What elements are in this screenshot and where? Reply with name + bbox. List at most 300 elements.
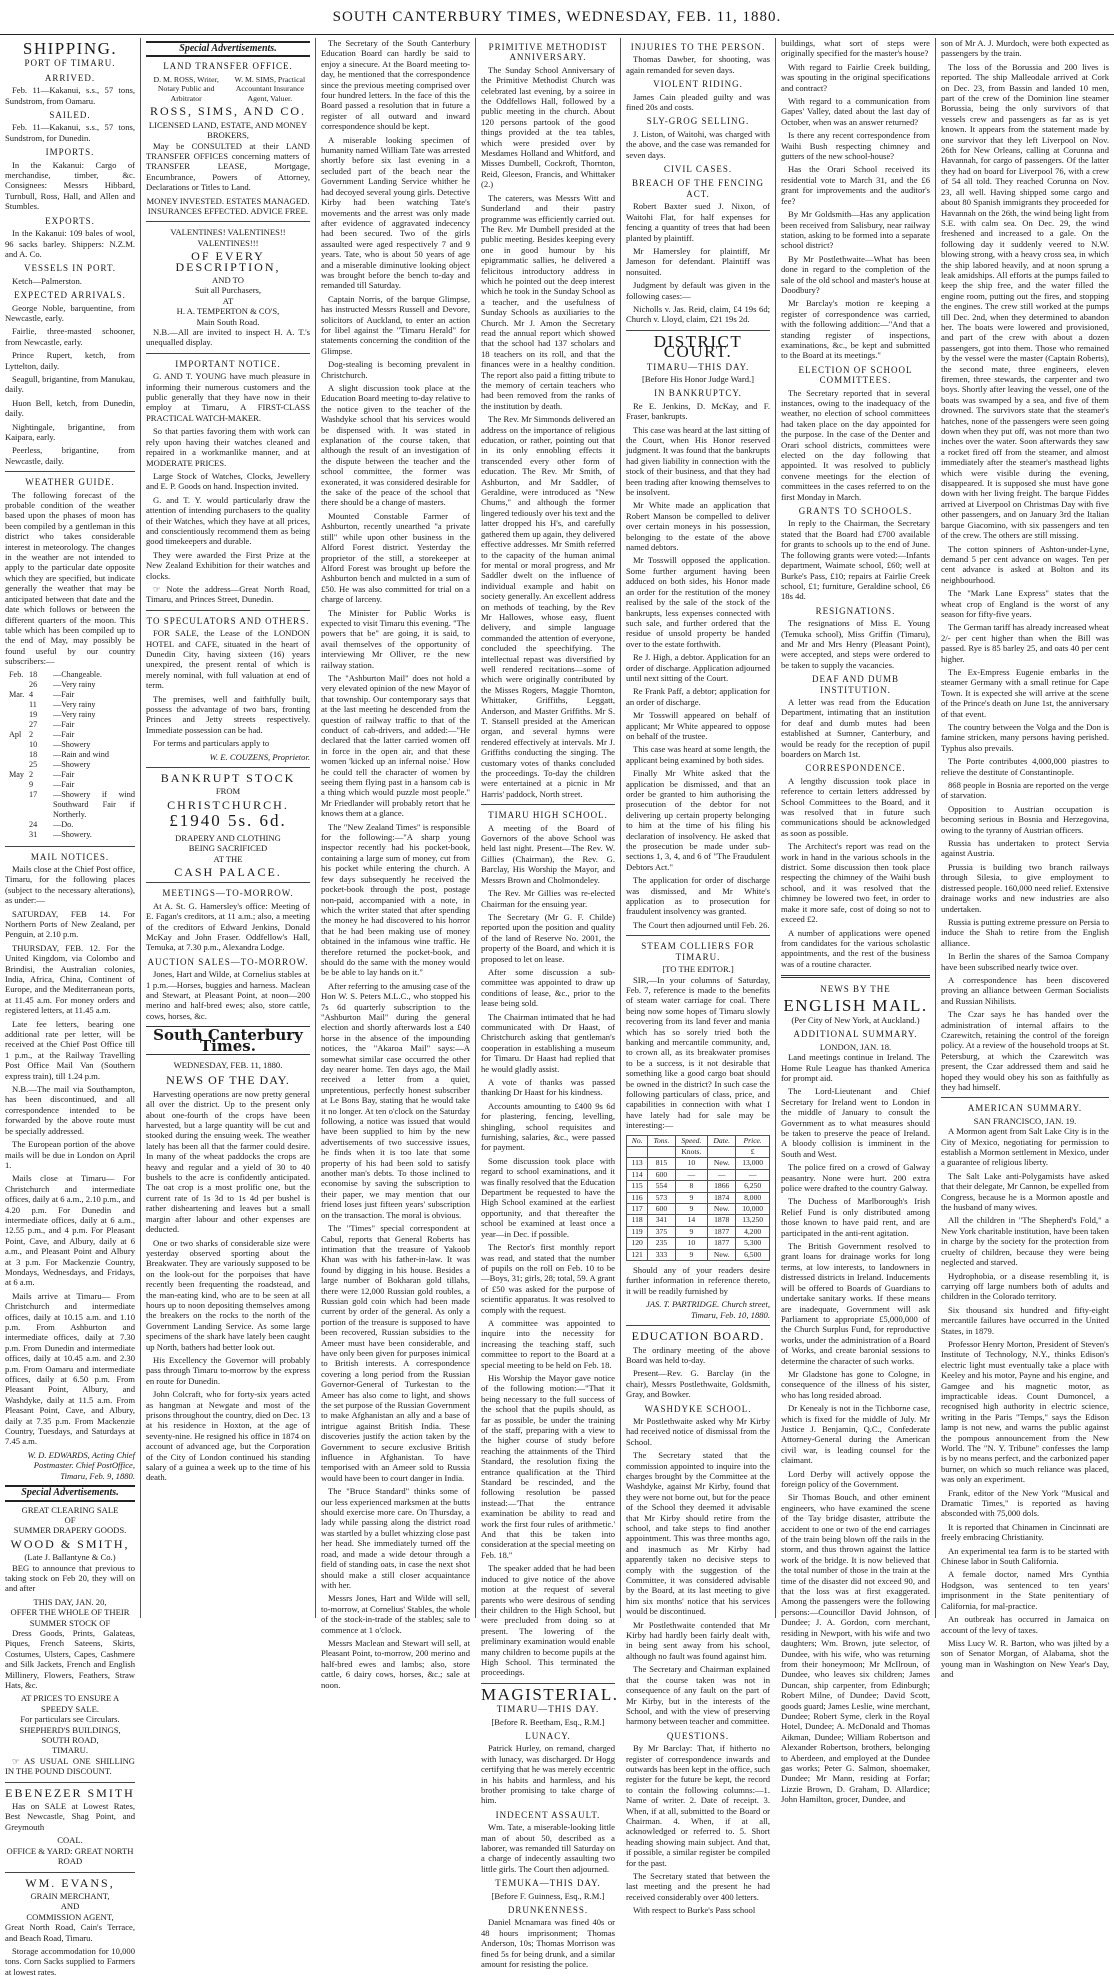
- district-court-heading: DISTRICT COURT.: [653, 331, 743, 362]
- article-text: Nicholls v. Jas. Reid, claim, £4 19s 6d; Church v. Lloyd, claim, £21 19s 2d.: [626, 303, 770, 325]
- column-6: [775, 38, 935, 1805]
- article-text: Mr White made an application that Robert Manson be compelled to deliver over certain moneys in his possession, belonging to the estate of the above named debtors.: [626, 500, 770, 553]
- table-cell: New.: [708, 1158, 736, 1169]
- bankrupt-line: BEING SACRIFICED: [188, 843, 268, 854]
- sailed-text: Feb. 11—Kakanui, s.s., 57 tons, Sundstrom, for Dunedin.: [5, 122, 135, 143]
- article-text: A number of applications were opened from candidates for the various scholastic appointments, and the rest of the business was of a routine character.: [781, 927, 930, 969]
- mail-text: Late fee letters, bearing one additional rate per letter, will be received at the Chief Post Office till 1 p.m., at the Railway Travelling Post Office Mail Van (Southern express train), till 1.24 p.m.: [5, 1018, 135, 1081]
- article-text: With respect to Burke's Pass school: [633, 1905, 756, 1916]
- table-row: [627, 1238, 770, 1249]
- evans-line: COMMISSION AGENT,: [26, 1911, 114, 1922]
- ross-sims-name: ROSS, SIMS, AND CO.: [149, 104, 307, 119]
- article-text: The "Mark Lane Express" states that the wheat crop of England is the worst of any season for fifty-five years.: [941, 588, 1109, 619]
- table-cell: 333: [648, 1249, 675, 1260]
- sly-grog-label: SLY-GROG SELLING.: [646, 116, 750, 127]
- weather-w: —Fair: [53, 779, 75, 789]
- shipping-heading: SHIPPING.: [22, 39, 118, 58]
- table-cell: 6,500: [736, 1249, 770, 1260]
- exports-label: EXPORTS.: [45, 215, 95, 226]
- column-1: [0, 38, 140, 1977]
- article-text: The Czar says he has handed over the administration of internal affairs to the Czarewitch, retaining the control of the foreign policy. At a review of the household troops at St. Petersburg, at which the Czarewitch was present, the Czar addressed them and said he hoped they would obey his son as faithfully as they had himself.: [941, 1009, 1109, 1092]
- table-cell: 10: [675, 1238, 708, 1249]
- weather-d: 11: [29, 699, 37, 709]
- south-road: SOUTH ROAD,: [41, 1735, 99, 1746]
- sale-line: SUMMER DRAPERY GOODS.: [13, 1525, 127, 1536]
- table-cell: 8: [675, 1181, 708, 1192]
- article-text: This case was heard at the last sitting of the Court, when His Honor reserved judgment. It was found that the bankrupts had given liability in connection with the stock of their business, and that they had been trading after knowing themselves to be insolvent.: [626, 424, 770, 498]
- exports-text: In the Kakanui: 109 bales of wool, 96 sacks barley. Shippers: N.Z.M. and A. Co.: [5, 228, 135, 259]
- article-text: Mr Postlethwaite contended that Mr Kirby had hardly been fairly dealt with, in being sent away from his school, although no fault was found against him.: [626, 1619, 770, 1661]
- notice-text: G. AND T. YOUNG have much pleasure in informing their numerous customers and the public generally that they have now in their employ at Timaru, A FIRST-CLASS PRACTICAL WATCH-MAKER.: [146, 371, 310, 423]
- article-text: Mr Barclay's motion re keeping a register of correspondence was carried, with the following addition:—"And that a standing register of inspections, examinations, &c., be kept and submitted to the Board at its meetings.": [781, 298, 930, 361]
- article-text: Re J. High, a debtor. Application for an order of discharge. Application adjourned until next sitting of the Court.: [626, 652, 770, 683]
- weather-d: 19: [29, 709, 38, 719]
- table-cell: 114: [627, 1169, 648, 1180]
- article-text: Re Frank Paff, a debtor; application for an order of discharge.: [626, 686, 770, 707]
- article-text: The Chairman intimated that he had communicated with Dr Haast, of Christchurch asking that gentleman's cooperation in establishing a museum for Timaru. Dr Haast had replied that he would gladly assist.: [481, 1011, 615, 1074]
- article-text: A letter was read from the Education Department, intimating that an institution for deaf and dumb mutes had been established at Sumner, Canterbury, and would be ready for the reception of pupil boarders on March 1st.: [781, 696, 930, 759]
- article-text: Six thousand six hundred and fifty-eight mercantile failures have occurred in the United States, in 1879.: [941, 1304, 1109, 1336]
- table-cell: 113: [627, 1158, 648, 1169]
- weather-w: —Fair: [53, 729, 75, 739]
- wood-smith-name: WOOD & SMITH,: [10, 1536, 130, 1551]
- divider: [781, 975, 930, 978]
- firm-left: D. M. ROSS, Writer, Notary Public and Arbitrator: [153, 74, 219, 103]
- notice-text: They were awarded the First Prize at the New Zealand Exhibition for their watches and clocks.: [146, 549, 310, 581]
- speculators-text: The premises, well and faithfully built, possess the advantage of two bars, fronting Princes and Jetty streets respectively. Immediate possession can be had.: [146, 693, 310, 735]
- imports-label: IMPORTS.: [45, 147, 95, 158]
- divider: [5, 846, 135, 847]
- american-summary-heading: AMERICAN SUMMARY.: [967, 1103, 1083, 1114]
- evans-line: Great North Road, Cain's Terrace, and Beach Road, Timaru.: [5, 1922, 135, 1943]
- news-text: The "New Zealand Times" is responsible for the following:—"A sharp young inspector recently had his pocket-book, containing a large sum of money, cut from his pocket while entering the church. A few days subsequently he received the pocket-book through the post, postage non-paid, accompanied with a note, in which the writer stated that after spending the money he had discovered to his horror that he had been making use of money obtained in the infamous wine traffic. He therefore returned the pocket-book, and should do the same with the money would be be able to lay hands on it.": [321, 821, 470, 978]
- col-header: Date.: [708, 1135, 736, 1146]
- news-text: Dog-stealing is becoming prevalent in Christchurch.: [321, 359, 470, 380]
- article-text: The resignations of Miss E. Young (Temuka school), Miss Griffin (Timaru), and Mr and Mrs Henry (Pleasant Point), were accepted, and steps were ordered to be taken to supply the vacancies.: [781, 618, 930, 670]
- wood-smith-date: THIS DAY, JAN. 20,: [33, 1596, 107, 1607]
- weather-m: [9, 720, 29, 730]
- article-text: Miss Lucy W. R. Barton, who was jilted by a son of Senator Morgan, of Alabama, shot the young man in Washington on New Year's Day, and: [941, 1637, 1109, 1680]
- magisterial-before: [Before R. Beetham, Esq., R.M.]: [491, 1716, 605, 1727]
- bankrupt-line: CASH PALACE.: [174, 864, 282, 879]
- mail-text: Mails arrive at Timaru— From Christchurch and intermediate offices, daily at 10.15 a.m. and 1.10 p.m. From Ashburton and intermediate offices, daily at 7.30 p.m. From Dunedin and intermediate offices, daily at 10.45 a.m. and 2.30 p.m. From Oamaru and intermediate offices, daily at 6.50 p.m. From Pleasant Point, Albury, and Washdyke, daily at 11.5 a.m. From Pleasant Point, Cave, and Albury, daily at 7.35 p.m. From Mackenzie Country, Tuesdays, and Saturdays at 7.45 a.m.: [5, 1290, 135, 1447]
- article-text: The Sunday School Anniversary of the Primitive Methodist Church was celebrated last evening, by a soiree in the Oddfellows Hall, followed by a public meeting in the church. About 120 persons partook of the good things provided at the tea tables, which were presided over by Mesdames Holland and Whitford, and Misses Dumbell, Cockroft, Thornton, Reid, Gleeson, Francis, and Whittaker (2.): [481, 64, 615, 190]
- news-text: One or two sharks of considerable size were yesterday observed sporting about the Breakwater. They are variously supposed to be on the look-out for the porpoises that have recently been frequenting the roadstead, and the man-eating kind, who are to be seen at all hours up to noon depositing themselves among the breakers on the rocks to the north of the Government Landing Service. As some large specimens of the shark have lately been caught up North, bathers had better look out.: [146, 1237, 310, 1352]
- wood-smith-goods: Dress Goods, Prints, Galateas, Piques, French Sateens, Skirts, Costumes, Ulsters, Capes, Cashmere and Silk Jackets, French and English Millinery, Flowers, Feathers, Straw Hats, &c.: [5, 1627, 135, 1690]
- bankrupt-line: CHRISTCHURCH.: [167, 797, 289, 812]
- weather-d: 4: [29, 689, 34, 699]
- article-text: The Secretary stated that between the last meeting and the present he had received considerably over 400 letters.: [626, 1871, 770, 1902]
- weather-d: 9: [29, 779, 34, 789]
- wood-smith-prices: AT PRICES TO ENSURE A SPEEDY SALE.: [20, 1693, 120, 1714]
- evans-line: Storage accommodation for 10,000 tons. Corn Sacks supplied to Farmers at lowest rates.: [5, 1945, 135, 1977]
- mail-text: The European portion of the above mails will be due in London on April 1.: [5, 1139, 135, 1170]
- divider: [146, 767, 310, 768]
- colliers-table: [626, 1135, 770, 1261]
- table-cell: 116: [627, 1192, 648, 1203]
- article-text: The ordinary meeting of the above Board was held to-day.: [626, 1344, 770, 1365]
- notice-text: ☞ Note the address—Great North Road, Timaru, and Princes Street, Dunedin.: [146, 583, 310, 605]
- news-text: Harvesting operations are now pretty general all over the district. Up to the present only about one-fourth of the crops have been harvested, but a large quantity will be cut and stooked during the ensuing week. The weather lately has been all that the farmer could desire. In many of the wheat paddocks the crops are heavy and regular and a yield of 30 to 40 bushels to the acre is confidently anticipated. The oat crop is a most prolific one, but the current rate of 1s 3d to 1s 4d per bushel is rather disheartening and leaves but a small margin after labour and other expenses are deducted.: [146, 1088, 310, 1235]
- table-row: [627, 1204, 770, 1215]
- dateline: LONDON, JAN. 18.: [819, 1041, 892, 1052]
- weather-d: 27: [29, 719, 38, 729]
- weather-m: [9, 760, 29, 770]
- article-text: The police fired on a crowd of Galway peasantry. None were hurt. 200 extra police were drafted to the country Galway.: [781, 1162, 930, 1194]
- mail-text: SATURDAY, FEB 14. For Northern Ports of New Zealand, per Penguin, at 2.10 p.m.: [5, 908, 135, 940]
- weather-row: [9, 730, 135, 740]
- article-text: This case was heard at some length, the applicant being examined by both sides.: [626, 744, 770, 765]
- resignations-label: RESIGNATIONS.: [815, 605, 896, 616]
- bankrupt-line: AT THE: [213, 853, 243, 864]
- weather-m: [9, 700, 29, 710]
- speculators-text: For terms and particulars apply to: [153, 738, 270, 749]
- weather-w: —Very rainy: [53, 709, 96, 719]
- wood-smith-circulars: For particulars see Circulars.: [20, 1714, 120, 1725]
- article-text: The Secretary reported that in several instances, owing to the inadequacy of the weather, no election of school committees had taken place on the day appointed for the purpose. In the case of the Denter and Orari school districts, committees were elected on the day following that appointed. It was resolved to publicly convene meetings for the election of committees in the cases referred to on the first Monday in March.: [781, 387, 930, 502]
- weather-w: —Do.: [53, 819, 74, 829]
- article-text: Finally Mr White asked that the application be dismissed, and that an order be granted to him authorising the prosecution of the debtor for not delivering up certain property belonging to him at the time of his filing his declaration of insolvency. He asked that the prosecution be made under sub-sections 1, 3, 4, and 6 of "The Fraudulent Debtors Act.": [626, 768, 770, 872]
- article-text: Has the Orari School received its residential vote to March 31, and the £6 grant for improvements and the auditor's fee?: [781, 164, 930, 206]
- article-text: By Mr Goldsmith—Has any application been received from Salisbury, near railway station, asking to be formed into a separate school district?: [781, 209, 930, 251]
- divider: [5, 1872, 135, 1873]
- table-cell: —: [708, 1169, 736, 1180]
- article-text: It is reported that Chinamen in Cincinnati are freely embracing Christianity.: [941, 1521, 1109, 1543]
- divider: [626, 330, 770, 331]
- table-cell: 5,300: [736, 1238, 770, 1249]
- arrived-label: ARRIVED.: [44, 72, 96, 83]
- article-text: A meeting of the Board of Governors of the above School was held last night. Present—The Rev. W. Gillies (Chairman), the Rev. G. Barclay, His Worship the Mayor, and Messrs Brown and Cholmondeley.: [481, 822, 615, 885]
- vessels-label: VESSELS IN PORT.: [23, 263, 117, 274]
- article-text: The German tariff has already increased wheat 2/- per cent higher than when the Bill was passed. Rye is 85 barley 25, and oats 40 per cent higher.: [941, 622, 1109, 664]
- table-cell: 600: [648, 1204, 675, 1215]
- mail-heading: MAIL NOTICES.: [30, 851, 110, 862]
- news-text: Captain Norris, of the barque Glimpse, has instructed Messrs Russell and Devore, solicitors of Auckland, to enter an action for libel against the "Timaru Herald" for statements concerning the condition of the Glimpse.: [321, 293, 470, 356]
- bankrupt-line: FROM: [215, 786, 241, 797]
- article-text: James Cain pleaded guilty and was fined 20s and costs.: [626, 91, 770, 113]
- bankrupt-line: DRAPERY AND CLOTHING: [175, 832, 281, 843]
- table-cell: 573: [648, 1192, 675, 1203]
- weather-d: 31: [29, 829, 38, 839]
- weather-w: —Very rainy: [53, 699, 96, 709]
- article-text: Land meetings continue in Ireland. The Home Rule League has thanked America for prompt aid.: [781, 1052, 930, 1083]
- land-transfer-heading: LAND TRANSFER OFFICE.: [163, 61, 293, 72]
- dateline: SAN FRANCISCO, JAN. 19.: [973, 1115, 1077, 1126]
- weather-row: [9, 780, 135, 790]
- article-text: 868 people in Bosnia are reported on the verge of starvation.: [941, 780, 1109, 801]
- valentines-line: Suit all Purchasers,: [194, 285, 262, 296]
- article-text: The Secretary (Mr G. F. Childe) reported upon the position and quality of the land of Reserve No. 2001, the property of the Board, and which it is proposed to let on lease.: [481, 911, 615, 964]
- table-cell: 9: [675, 1192, 708, 1203]
- news-text: The Minister for Public Works is expected to visit Timaru this evening. "The powers that be" are going, it is said, to avail themselves of the opportunity of interviewing Mr Olliver, re the new railway station.: [321, 607, 470, 670]
- washdyke-label: WASHDYKE SCHOOL.: [644, 1403, 752, 1414]
- steam-colliers-sub: [TO THE EDITOR.]: [662, 964, 734, 975]
- article-text: Robert Baxter sued J. Nixon, of Waitohi Flat, for half expenses for fencing a quantity of trees that had been planted by plaintiff.: [626, 201, 770, 243]
- weather-heading: WEATHER GUIDE.: [25, 477, 115, 488]
- mail-signature: W. D. EDWARDS, Acting Chief Postmaster. Chief PostOffice, Timaru, Feb. 9, 1880.: [27, 1449, 135, 1481]
- article-text: All the children in "The Shepherd's Fold," a New York charitable institution, have been taken in charge by the society for the protection from cruelty of children, because they were being neglected and starved.: [941, 1215, 1109, 1268]
- wood-smith-text: BEG to announce that previous to taking stock on Feb 20, they will on and after: [5, 1562, 135, 1594]
- article-text: The caterers, was Messrs Witt and Sunderland and their pastry programme was efficiently carried out. The Rev. Mr Dumbell presided at the public meeting. Besides keeping every one in good humour by his epigrammatic sallies, he delivered a felicitous introductory address in which he pointed out the deep interest which he took in the Sunday School as a teacher, and the usefulness of Sunday Schools as auxiliaries to the Church. Mr J. Amon the Secretary read the annual report which showed that the school had 137 scholars and 18 teachers on its roll, and that the finances were in a healthy condition. The report also paid a fitting tribute to the memory of certain teachers who had been removed from the ranks of the institution by death.: [481, 192, 615, 411]
- expected-item: Seagull, brigantine, from Manukau, daily.: [5, 373, 135, 395]
- divider: [626, 1325, 770, 1326]
- injuries-label: INJURIES TO THE PERSON.: [630, 42, 766, 52]
- mail-text: N.B.—The mail via Southampton, has been discontinued, and all correspondence intended to be forwarded by the above route must be specially addressed.: [5, 1084, 135, 1136]
- weather-row: [9, 770, 135, 780]
- news-text: The "Times" special correspondent at Cabul, reports that General Roberts has intimation that the treasure of Yakoob Khan was with his father-in-law. It was found by digging in his house. Besides a large number of Bokharan gold tillahs, there were 12,000 Russian gold roubles, a Russian gold coin which had been made current by order of the general. As only a portion of the treasure is supposed to have been recovered, Russian subsidies to the Ameer must have been considerable, and have only been given for purposes inimical to British interests. A correspondence covering a long period from the Russian Governor-General of Turkestan to the Ameer has also come to light, and shows the set purpose of the Russian Government to make Afghanistan an ally and a base of intrigue against British India. These discoveries justify the action taken by the Government to secure exclusive British influence in Afghanistan. To have temporised with an Ameer sold to Russia would have been to court danger in India.: [321, 1223, 470, 1483]
- firm-right: W. M. SIMS, Practical Accountant Insurance Agent, Valuer.: [234, 74, 306, 103]
- port-heading: PORT OF TIMARU.: [24, 58, 116, 69]
- weather-row: [9, 680, 135, 690]
- weather-w: —Showery: [53, 739, 91, 749]
- divider: [626, 935, 770, 936]
- article-text: The Salt Lake anti-Polygamists have asked that their delegate, Mr Cannon, be expelled from Congress, because he is a Mormon apostle and the husband of many wives.: [941, 1170, 1109, 1213]
- article-text: The speaker added that he had been induced to give notice of the above motion at the request of several parents who were desirous of sending their children to the High School, but were precluded from doing so at present. The lowering of the preliminary examination would enable many children to become pupils at the High School. This terminated the proceedings.: [481, 1563, 615, 1678]
- article-text: The Rev. Mr Simmonds delivered an address on the importance of religious education, or rather, pointing out that in its only ennobling effects it transcended every other form of education. The Rev. Mr Smith, of Ashburton, and Mr Saddler, of Geraldine, were introduced as "New Chums," and although the former lingered tediously over his text and the latter dropped his H's, and carefully gathered them up again, they delivered effective addresses. Mr Smith referred to the capacity of the human animal for mental or moral progress, and Mr Saddler dwelt on the influence of individual example and habit on society generally. An excellent address on methods of teaching, by the Rev Mr Hallowes, whose easy, fluent delivery, and simple language commanded the attention of everyone, concluded the speechifying. The intellectual repast was diversified by well rendered recitations—some of which were originally contributed by the Misses Rogers, Maggie Thornton, Whittaker, Griffiths, Leggatt, Anderson, and Master Griffiths. Mr S. T. Stansell presided at the American organ, and several hymns were rendered effectively at intervals. Mr J. Griffiths conducting the singing. The customary votes of thanks concluded the proceedings. To-day the children were entertained at a picnic in Mr Harris' paddock, North street.: [481, 414, 615, 799]
- article-text: Mr Postlethwaite asked why Mr Kirby had received notice of dismissal from the School.: [626, 1415, 770, 1447]
- table-cell: 1866: [708, 1181, 736, 1192]
- weather-m: [9, 820, 29, 830]
- weather-row: [9, 790, 135, 820]
- wood-smith-sub: (Late J. Ballantyne & Co.): [24, 1552, 116, 1563]
- article-text: The Porte contributes 4,000,000 piastres to relieve the destitute of Constantinople.: [941, 756, 1109, 777]
- article-text: After some discussion a sub-committee was appointed to draw up conditions of lease, &c., prior to the lease being sold.: [481, 966, 615, 1009]
- discount-note: ☞ AS USUAL ONE SHILLING IN THE POUND DISCOUNT.: [5, 1755, 135, 1777]
- weather-row: [9, 710, 135, 720]
- article-text: A vote of thanks was passed thanking Dr Haast for his kindness.: [481, 1077, 615, 1098]
- table-cell: 121: [627, 1249, 648, 1260]
- news-text: The Secretary of the South Canterbury Education Board can hardly be said to enjoy a sinecure. At the Board meeting to-day, he mentioned that the correspondence since the previous meeting comprised over four hundred letters. In the face of this the Board passed a resolution that in future a register of all outward and inward correspondence should be kept.: [321, 38, 470, 132]
- table-cell: 13,000: [736, 1158, 770, 1169]
- article-text: A female doctor, named Mrs Cynthia Hodgson, was sentenced to ten years' imprisonment in the State penitentiary of California, for mal-practice.: [941, 1569, 1109, 1611]
- article-text: Professor Henry Morton, President of Steven's Institute of Technology, N.Y., thinks Edison's electric light must eventually take a place with Keeley and his motor, Payne and his engine, and Gamgee and his magnetic motor, as impracticable ideas. Count Dumoncel, a recognised high authority in electric science, writing in the Paris "Temps," says the Edison lamp is not new, and warns the public against the pompous announcement from the New World. The "N. Y. Tribune" confesses the lamp is by no means perfect, and the carbonized paper burner, on which so much reliance was placed, was only an experiment.: [941, 1338, 1109, 1485]
- expected-label: EXPECTED ARRIVALS.: [14, 290, 126, 301]
- divider: [146, 353, 310, 354]
- evans-name: WM. EVANS,: [25, 1875, 115, 1890]
- divider: [146, 610, 310, 611]
- table-cell: 6,250: [736, 1181, 770, 1192]
- lunacy-label: LUNACY.: [525, 1730, 571, 1741]
- article-text: The Secretary and Chairman explained that the course taken was not in consequence of any fault on the part of Mr Kirby, but in the interests of the School, and with the view of preserving harmony between teacher and committee.: [626, 1664, 770, 1727]
- expected-item: Nightingale, brigantine, from Kaipara, early.: [5, 421, 135, 442]
- special-ads-banner: Special Advertisements.: [5, 1485, 135, 1501]
- divider: [941, 1097, 1109, 1098]
- article-text: The Secretary stated that the commission appointed to inquire into the charges brought by the Committee at the Washdyke, against Mr Kirby, found that they were not borne out, but for the peace of the School they deemed it advisable that Mr Kirby should retire from the school, and take steps to find another appointment. This was three months ago, and inasmuch as Mr Kirby had apparently taken no decisive steps to comply with the suggestion of the Committee, it was considered advisable by the Board, at its last meeting to give him six months' notice that his services would be discontinued.: [626, 1450, 770, 1617]
- article-text: Daniel Mcnamara was fined 40s or 48 hours imprisonment; Thomas Anderson, 10s; Thomas Morrison was fined 5s for being drunk, and a similar amount for resisting the police.: [481, 1917, 615, 1970]
- weather-m: [9, 750, 29, 760]
- news-text: A slight discussion took place at the Education Board meeting to-day relative to the notice given to the teacher of the Washdyke school that his services would be dispensed with. It was stated in explanation of the course taken, that although the result of an investigation of the dispute between the teacher and the school committee, the former was exonerated, it was considered desirable for the sake of the peace of the school that there should be a change of masters.: [321, 383, 470, 508]
- table-cell: 1877: [708, 1226, 736, 1237]
- additional-summary-label: ADDITIONAL SUMMARY.: [793, 1029, 918, 1040]
- article-text: The application for order of discharge was dismissed, and Mr White's application as to prosecution for fraudulent insolvency was granted.: [626, 875, 770, 917]
- article-text: Mr Tosswill appeared on behalf of applicant; Mr White appeared to oppose on behalf of the trustee.: [626, 710, 770, 741]
- weather-d: 18: [29, 749, 38, 759]
- article-text: In Berlin the shares of the Samoa Company have been subscribed nearly twice over.: [941, 951, 1109, 972]
- table-cell: 1874: [708, 1192, 736, 1203]
- weather-m: Mar.: [9, 689, 25, 699]
- table-cell: 9: [675, 1249, 708, 1260]
- news-text: Messrs Jones, Hart and Wilde will sell, to-morrow, at Cornelius' Stables, the whole of the stock-in-trade of the stables; sale to commence at 1 o'clock.: [321, 1593, 470, 1635]
- table-cell: 9: [675, 1226, 708, 1237]
- education-board-heading: EDUCATION BOARD.: [631, 1329, 765, 1344]
- notice-text: Large Stock of Watches, Clocks, Jewellery and E. P. Goods on hand. Inspection invited.: [146, 470, 310, 492]
- table-cell: 235: [648, 1238, 675, 1249]
- expected-item: Huon Bell, ketch, from Dunedin, daily.: [5, 397, 135, 419]
- weather-m: [9, 740, 29, 750]
- article-text: With regard to Fairlie Creek building, was spouting in the original specifications and contract?: [781, 61, 930, 93]
- table-cell: 10,000: [736, 1204, 770, 1215]
- table-cell: 375: [648, 1226, 675, 1237]
- high-school-heading: TIMARU HIGH SCHOOL.: [488, 810, 608, 821]
- smith-name: EBENEZER SMITH: [5, 1785, 135, 1800]
- table-cell: 115: [627, 1181, 648, 1192]
- article-text: Hydrophobia, or a disease resembling it, is carrying off large numbers both of adults and children in the Colorado territory.: [941, 1270, 1109, 1302]
- article-text: Mr Tosswill opposed the application. Some further argument having been adduced on both sides, his Honor made an order for the restitution of the money realised by the sale of the stock of the bankrupts, less expenses connected with such sale, and further ordered that the residue of unsold property be handed over to the estate forthwith.: [626, 555, 770, 649]
- weather-row: [9, 830, 135, 840]
- table-row: [627, 1215, 770, 1226]
- article-text: Dr Kenealy is not in the Tichborne case, which is fixed for the middle of July. Mr Justice J. Benjamin, Q.C., Confederate Attorney-General during the American civil war, is leading counsel for the claimant.: [781, 1403, 930, 1466]
- notice-text: So that parties favoring them with work can rely upon having their watches cleaned and repaired in a workmanlike manner, and at MODERATE PRICES.: [146, 426, 310, 468]
- weather-w: —Showery: [53, 759, 91, 769]
- weather-d: 17: [29, 789, 38, 799]
- weather-m: [9, 790, 29, 820]
- weather-m: [9, 680, 29, 690]
- article-text: Thomas Dawber, for shooting, was again remanded for seven days.: [626, 54, 770, 75]
- colliers-table-body: [627, 1158, 770, 1261]
- expected-item: Prince Rupert, ketch, from Lyttelton, daily.: [5, 350, 135, 371]
- table-cell: —: [675, 1169, 708, 1180]
- wood-smith-offer: OFFER THE WHOLE OF THEIR SUMMER STOCK OF: [10, 1607, 130, 1628]
- article-text: The Court then adjourned until Feb. 26.: [633, 919, 770, 930]
- col-header: Tons.: [648, 1135, 675, 1146]
- table-row: [627, 1169, 770, 1180]
- weather-row: [9, 820, 135, 830]
- table-cell: New.: [708, 1249, 736, 1260]
- article-text: The Lord-Lieutenant and Chief Secretary for Ireland went to London in the middle of January to consult the Government as to what measures should be taken to preserve the peace of Ireland. A bloody collision is imminent in the South and West.: [781, 1086, 930, 1159]
- valentines-line: Main South Road.: [196, 316, 260, 327]
- weather-row: [9, 750, 135, 760]
- column-5: [620, 38, 775, 1916]
- civil-label: CIVIL CASES.: [663, 164, 733, 175]
- expected-item: Peerless, brigantine, from Newcastle, daily.: [5, 445, 135, 466]
- table-cell: 8,000: [736, 1192, 770, 1203]
- article-text: Opposition to Austrian occupation is becoming serious in Bosnia and Herzegovina, owing to the tyranny of Austrian officers.: [941, 803, 1109, 835]
- weather-row: [9, 670, 135, 680]
- article-text: By Mr Postlethwaite—What has been done in regard to the completion of the sale of the old school and master's house at Doodbury?: [781, 253, 930, 295]
- timaru: TIMARU.: [51, 1745, 89, 1756]
- election-label: ELECTION OF SCHOOL COMMITTEES.: [798, 364, 913, 386]
- sailed-label: SAILED.: [49, 110, 91, 121]
- article-text: His Worship the Mayor gave notice of the following motion:—"That it being necessary to the full success of the school that the pupils should, as far as possible, be under the training of the staff, preparing with a view to the higher course of study before reaching the attainments of the Third Standard, the resolution fixing the entrance qualification at the Third Standard be rescinded, and the following resolution be passed instead:—'That the entrance examination be ability to read and work the first four rules of arithmetic.' And that this be taken into consideration at the special meeting on Feb. 18.": [481, 1372, 615, 1560]
- valentines-line: AND TO: [212, 275, 244, 285]
- article-text: son of Mr A. J. Murdoch, were both expected as passengers by the train.: [941, 38, 1109, 59]
- indecent-label: INDECENT ASSAULT.: [495, 1809, 601, 1820]
- article-text: A lengthy discussion took place in reference to certain letters addressed by School Committees to the Board, and it was resolved that in future such communications should be acknowledged as soon as possible.: [781, 775, 930, 838]
- speculators-heading: TO SPECULATORS AND OTHERS.: [146, 615, 310, 626]
- drunk-label: DRUNKENNESS.: [507, 1905, 589, 1916]
- table-cell: New.: [708, 1204, 736, 1215]
- article-text: An outbreak has occurred in Jamaica on account of the levy of taxes.: [941, 1614, 1109, 1635]
- vessels-text: Ketch—Palmerston.: [12, 275, 82, 286]
- article-text: Prussia is building two branch railways through Silesia, to give employment to distressed people. 160,000 need relief. Extensive drainage works and new industries are also undertaken.: [941, 861, 1110, 914]
- article-text: Russia is putting extreme pressure on Persia to induce the Shah to retire from the English alliance.: [941, 916, 1109, 948]
- table-row: [627, 1181, 770, 1192]
- article-text: An experimental tea farm is to be started with Chinese labor in South California.: [941, 1545, 1109, 1567]
- weather-m: [9, 710, 29, 720]
- weather-m: Feb.: [9, 669, 24, 679]
- article-text: The Rev. Mr Gillies was re-elected Chairman for the ensuing year.: [481, 888, 615, 909]
- bankrupt-price: £1940 5s. 6d.: [169, 811, 287, 831]
- english-mail-source: (Per City of New York, at Auckland.): [791, 1014, 920, 1025]
- mail-text: THURSDAY, FEB. 12. For the United Kingdom, via Colombo and Brindisi, the Australian colonies, India, Africa, China, Continent of Europe, and the Mediterranean ports, at 11.45 a.m. For money orders and registered letters, at 11.45 a.m.: [5, 942, 135, 1016]
- valentines-line: AT: [222, 295, 234, 306]
- news-text: A miserable looking specimen of humanity named William Tate was arrested shortly before six last evening in a secluded part of the beach near the Government Landing Service whither he had decoyed several young girls. Detective Kirby had been watching Tate's movements and the arrest was only made after evidence of aggravated indecency had been secured. Two of the girls assaulted were aged respectively 7 and 9 years. Tate, who is about 50 years of age and a miserable diminutive looking object was brought before the bench to-day and remanded till Saturday.: [321, 134, 470, 291]
- article-text: By Mr Barclay: That, if hitherto no register of correspondence inwards and outwards has been kept in the office, such register for the future be kept, the record to contain the following columns:—1. Name of writer. 2. Date of receipt. 3. When, if at all, submitted to the Board or Chairman. 4. When, if at all, acknowledged or referred to. 5. Short heading showing main subject. And that, if possible, a similar register be compiled for the past.: [626, 1743, 770, 1868]
- weather-row: [9, 740, 135, 750]
- news-text: His Excellency the Governor will probably pass through Timaru to-morrow by the express en route for Dunedin.: [146, 1354, 310, 1386]
- weather-w: —Changeable.: [53, 669, 102, 679]
- weather-w: —Fair: [53, 719, 75, 729]
- weather-row: [9, 690, 135, 700]
- weather-m: [9, 830, 29, 840]
- weather-d: 24: [29, 819, 38, 829]
- questions-label: QUESTIONS.: [666, 1730, 730, 1741]
- divider: [5, 1782, 135, 1783]
- district-court-before: [Before His Honor Judge Ward.]: [641, 373, 755, 384]
- paper-title: South Canterbury Times.: [146, 1026, 310, 1055]
- sale-line: GREAT CLEARING SALE: [21, 1504, 119, 1515]
- table-cell: 120: [627, 1238, 648, 1249]
- speculators-text: FOR SALE, the Lease of the LONDON HOTEL and CAFE, situated in the heart of Dunedin City, having sixteen (16) years unexpired, the present rental of which is merely nominal, with full valuation at end of term.: [146, 628, 310, 691]
- table-cell: 14: [675, 1215, 708, 1226]
- article-text: Is there any recent correspondence from Waihi Bush respecting chimney and gutters of the new school-house?: [781, 130, 930, 162]
- magisterial-heading: MAGISTERIAL.: [481, 1684, 619, 1704]
- article-text: buildings, what sort of steps were originally specified for the master's house?: [781, 38, 930, 59]
- temuka-before: [Before F. Guinness, Esq., R.M.]: [491, 1890, 605, 1901]
- weather-d: 2: [29, 769, 34, 779]
- table-row: [627, 1226, 770, 1237]
- table-cell: 600: [648, 1169, 675, 1180]
- divider: [481, 804, 615, 805]
- weather-d: 10: [29, 739, 38, 749]
- steam-colliers-heading: STEAM COLLIERS FOR TIMARU.: [641, 941, 755, 962]
- article-text: The cotton spinners of Ashton-under-Lyne, demand 5 per cent advance on wages. Ten per cent advance is asked at Bolton and its neighbourhood.: [941, 543, 1109, 585]
- bankruptcy-label: IN BANKRUPTCY.: [654, 388, 742, 399]
- weather-d: 25: [29, 759, 38, 769]
- valentines-line: OF EVERY DESCRIPTION,: [175, 249, 281, 274]
- weather-w: —Showery.: [53, 829, 92, 839]
- article-text: Some discussion took place with regard to school examinations, and it was finally resolved that the Education Department be requested to have the High School examined at the earliest opportunity, and that thereafter the school be examined at least once a year—in Dec. if possible.: [481, 1155, 615, 1239]
- smith-text: Has on SALE at Lowest Rates, Best Newcastle, Shag Point, and Greymouth: [5, 1801, 135, 1832]
- article-text: A Mormon agent from Salt Lake City is in the City of Mexico, negotiating for permission to establish a Mormon settlement in Mexico, under a guarantee of religious liberty.: [941, 1126, 1109, 1168]
- article-text: Wm. Tate, a miserable-looking little man of about 50, described as a laborer, was remanded till Saturday on a charge of indecently assaulting two little girls. The Court then adjourned.: [481, 1822, 615, 1874]
- article-text: Should any of your readers desire further information in reference thereto, it will be readily furnished by: [626, 1265, 770, 1296]
- table-cell: 554: [648, 1181, 675, 1192]
- article-text: In reply to the Chairman, the Secretary stated that the Board had £700 available for grants to schools up to the end of June. The following grants were voted:—Infants department, Waimate school, £60; well at Burke's Pass, £10; repairs at Fairlie Creek school, £1; furniture, Geraldine school, £6 18s 4d.: [781, 518, 930, 602]
- article-text: The Ex-Empress Eugenie embarks in the steamer Germany with a small retinue for Cape Town. It is expected she will arrive at the scene of the Prince's death on June 1st, the anniversary of that event.: [941, 666, 1109, 719]
- english-mail-heading: ENGLISH MAIL.: [783, 995, 928, 1015]
- article-text: Re E. Jenkins, D. McKay, and F. Fraser, bankrupts.: [626, 400, 770, 422]
- article-text: Frank, editor of the New York "Musical and Dramatic Times," is reported as having absconded with 75,000 dols.: [941, 1487, 1109, 1519]
- table-row: [627, 1192, 770, 1203]
- weather-row: [9, 720, 135, 730]
- weather-m: [9, 780, 29, 790]
- weather-w: —Fair: [53, 689, 75, 699]
- weather-table: [9, 670, 135, 840]
- article-text: The loss of the Borussia and 200 lives is reported. The ship Malleodale arrived at Cork on Dec. 23, from Bassin and landed 10 men, part of the crew of the Dominion line steamer Borussia, being the only survivors of that vessels crew and passengers as far as is yet known. It appears from the statement made by one survivor that they left Liverpool on Nov. 26th for New Orleans, calling at Corunna and Havannah, for cargo of passengers. Of the latter they had on board for Liverpool 76, with a crew of 54 all told. They reached Corunna on Nov. 23, all well. Having shipped some cargo and about 80 Spanish immigrants they proceeded for Havannah on the 26th, the wind being light from S.E. with calm sea. On Dec. 29, the wind freshened and increased to a gale. On the following day it suddenly veered to N.W. blowing strong, with a heavy cross sea, in which the ship labored heavily, and at noon sprung a leak amidships. All efforts at the pumps failed to keep the ship free, and the water filled the engine room, putting out the fires, and stopping the engines. The crew still worked at the pumps till Dec. 2nd, when they determined to abandon her. The boats were lowered and provisioned, and part of the crew with about a dozen passengers, got into them. Those who remained by the vessel were the master (Captain Roberts), the second mate, three engineers, eleven firemen, three stewards, the carpenter and two boys. Shortly after leaving the vessel, one of the boats was swamped by a sea, and five of them drowned. The survivors state that the steamer's hatches, none of the passengers were seen going down when they put off, was not more than two inches over the water. Soon afterwards they saw a rocket fired off from the steamer, and almost immediately after the steamer's masthead lights which were visible during the evening, disappeared. It is supposed she must have gone down with her living freight. The barque Fiddes arrived at Liverpool on Christmas Day with five other passengers, and on January 3rd the Italian barque Giacomino, with six passengers and ten of the crew. The others are still missing.: [941, 61, 1109, 541]
- news-text: Mounted Constable Farmer of Ashburton, recently unearthed "a private still" while upon other business in the Alford Forest district. Yesterday the proprietor of the still, a storekeeper at Alford Forest was brought up before the Ashburton bench and mulcted in a sum of £50. He was also committed for trial on a charge of larceny.: [321, 510, 470, 605]
- article-text: A correspondence has been discovered proving an alliance between German Socialists and Russian Nihilists.: [941, 974, 1109, 1006]
